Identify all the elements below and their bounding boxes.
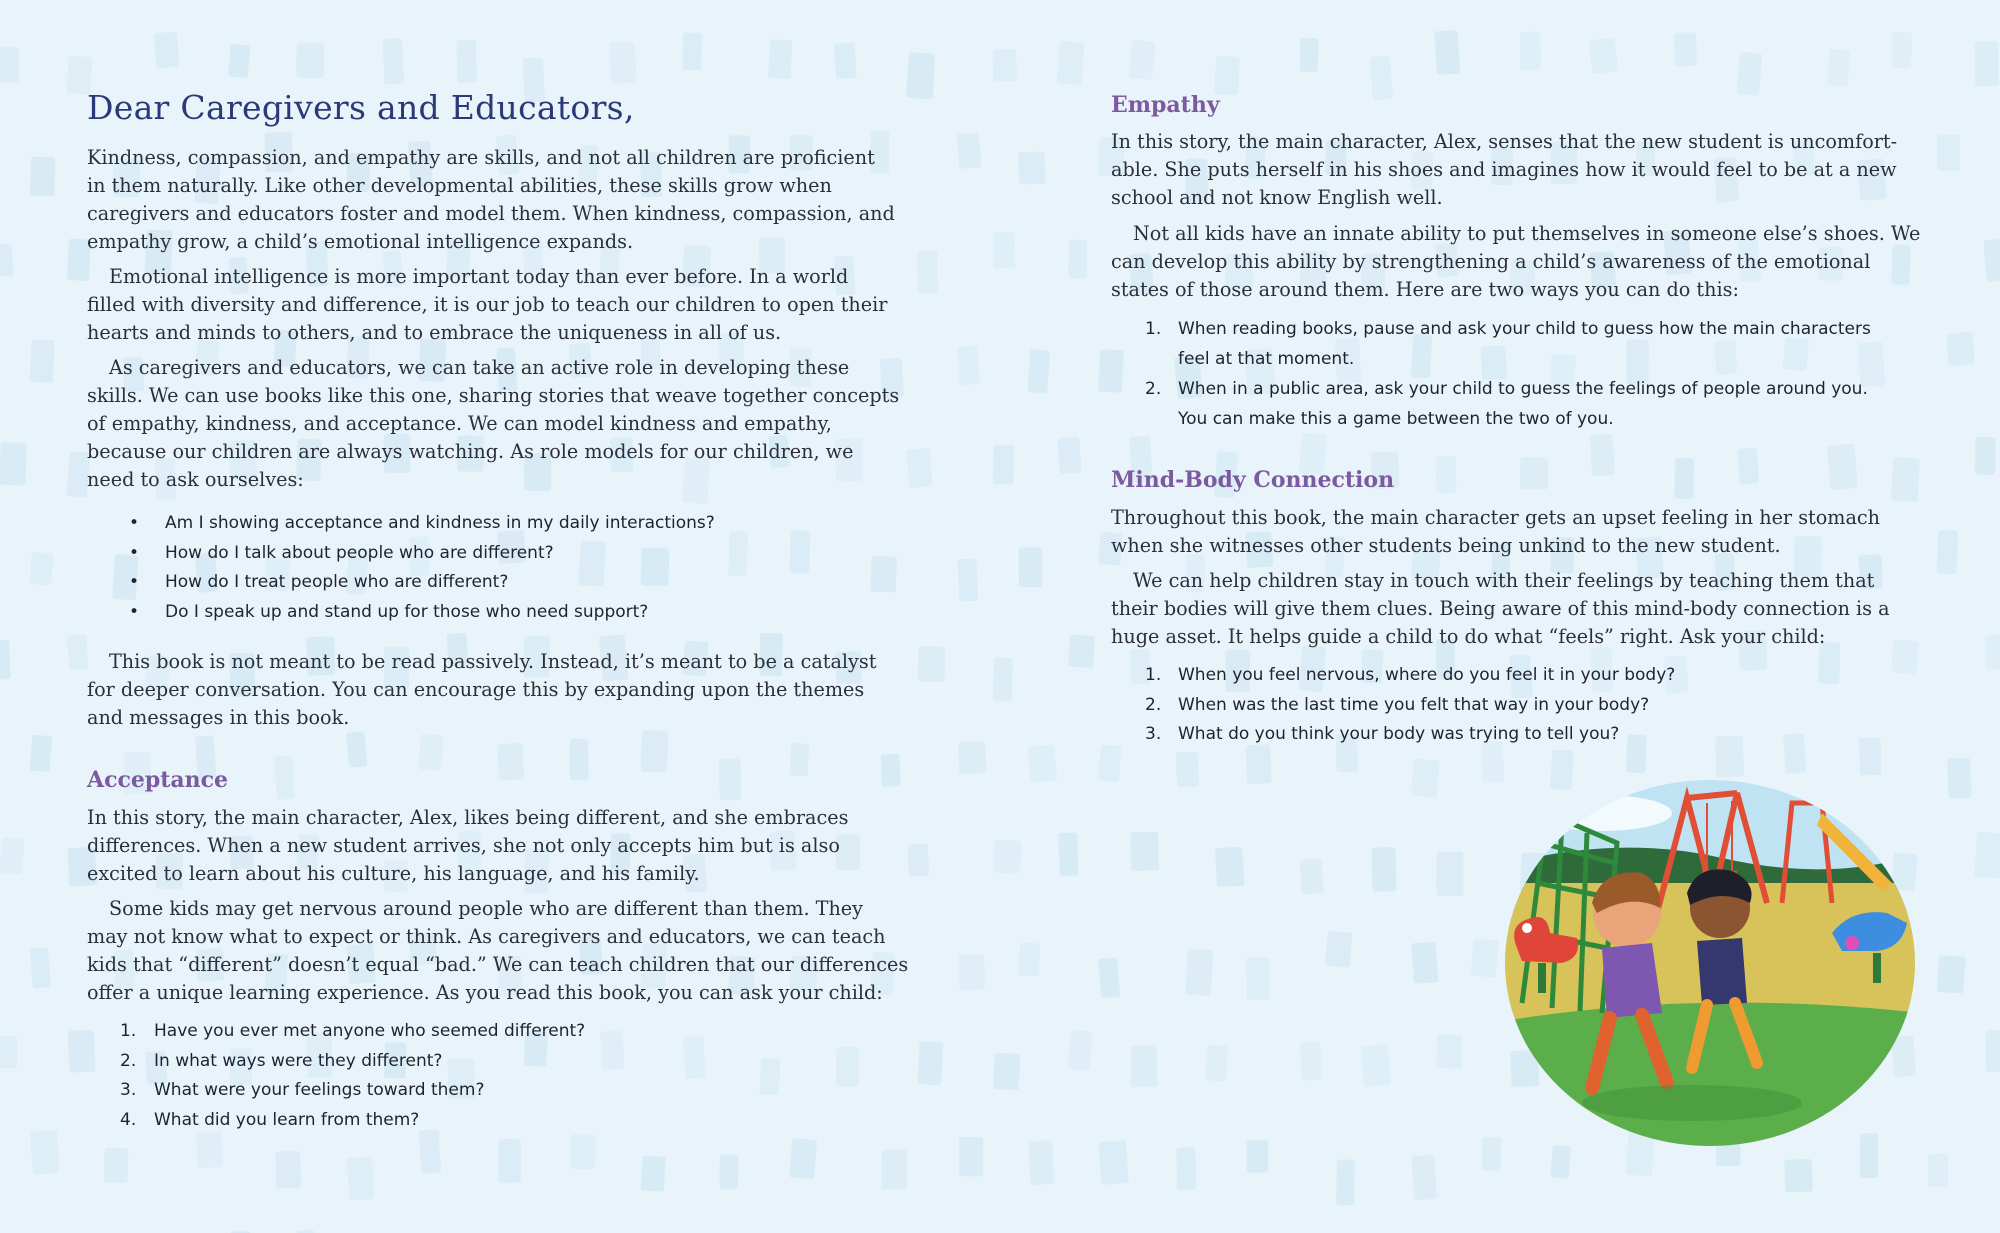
brush-dash [882, 1150, 908, 1190]
text-line: when she witnesses other students being unkind to the new student. [1111, 534, 1781, 557]
brush-dash [1325, 931, 1353, 968]
brush-dash [1737, 448, 1759, 485]
brush-dash [1098, 957, 1120, 998]
brush-dash [347, 1157, 374, 1201]
text-line: When in a public area, ask your child to guess the feelings of people around you. [1178, 379, 1868, 399]
list-item [129, 539, 715, 569]
brush-dash [1372, 847, 1397, 892]
text-line: When reading books, pause and ask your child to guess how the main characters [1178, 319, 1871, 339]
brush-dash [1891, 32, 1911, 69]
brush-dash [30, 1130, 59, 1175]
list-item-text: How do I treat people who are different? [165, 572, 509, 592]
brush-dash [1246, 957, 1270, 1000]
brush-dash [906, 52, 935, 99]
brush-dash [1057, 41, 1085, 85]
brush-dash [918, 646, 946, 682]
text-line: hearts and minds to others, and to embrace the uniqueness in all of us. [87, 321, 782, 344]
self-reflection-bullet-list [129, 509, 715, 627]
brush-dash [1029, 1140, 1055, 1185]
list-item [1145, 661, 1675, 691]
text-line: empathy grow, a child’s emotional intelligence expands. [87, 230, 634, 253]
list-item-text: What did you learn from them? [154, 1109, 420, 1130]
text-line: offer a unique learning experience. As you read this book, you can ask your child: [87, 981, 883, 1004]
brush-dash [881, 754, 901, 787]
list-item-text: Have you ever met anyone who seemed different? [154, 1021, 586, 1041]
cloud [1532, 795, 1672, 831]
brush-dash [498, 1139, 520, 1183]
brush-dash [0, 837, 25, 874]
text-line: for deeper conversation. You can encourage this by expanding upon the themes [87, 678, 865, 701]
brush-dash [600, 1030, 625, 1069]
text-line: Emotional intelligence is more important today than ever before. In a world [109, 265, 849, 288]
text-line: caregivers and educators foster and model them. When kindness, compassion, and [87, 202, 895, 225]
acceptance-heading: Acceptance [87, 767, 229, 793]
bullet-marker: • [129, 513, 140, 533]
list-item [1145, 374, 1871, 434]
brush-dash [1336, 1159, 1355, 1205]
brush-dash [1590, 434, 1615, 476]
text-line: huge asset. It helps guide a child to do what “feels” right. Ask your child: [1111, 625, 1826, 648]
brush-dash [1175, 751, 1199, 787]
text-line: We can help children stay in touch with their feelings by teaching them that [1133, 569, 1875, 592]
number-marker: 4. [120, 1109, 137, 1130]
playground-children-illustration [1492, 773, 1922, 1153]
brush-dash [834, 43, 857, 80]
brush-dash [1891, 640, 1918, 675]
brush-dash [382, 38, 404, 85]
brush-dash [0, 244, 14, 278]
brush-dash [1058, 437, 1082, 474]
text-line: in them naturally. Like other developmental abilities, these skills grow when [87, 174, 832, 197]
page-title: Dear Caregivers and Educators, [87, 88, 635, 127]
text-line: their bodies will give them clues. Being aware of this mind-body connection is a [1111, 597, 1890, 620]
brush-dash [456, 40, 477, 83]
text-line: Not all kids have an innate ability to put themselves in someone else’s shoes. We [1133, 222, 1921, 245]
brush-dash [228, 44, 250, 78]
list-item-text: When you feel nervous, where do you feel it in your body? [1178, 665, 1676, 685]
acceptance-paragraph-1 [87, 804, 848, 888]
text-line: school and not know English well. [1111, 186, 1443, 209]
number-marker: 1. [1145, 319, 1162, 339]
text-line: This book is not meant to be read passively. Instead, it’s meant to be a catalyst [109, 650, 877, 673]
brush-dash [1891, 457, 1920, 502]
brush-dash [1176, 1147, 1196, 1190]
bullet-marker: • [129, 601, 140, 622]
number-marker: 2. [1145, 694, 1162, 715]
brush-dash [1098, 349, 1123, 392]
brush-dash [906, 448, 932, 489]
empathy-heading: Empathy [1111, 92, 1220, 118]
mind-body-paragraph-1 [1111, 504, 1880, 560]
brush-dash [789, 530, 810, 573]
brush-dash [296, 43, 324, 78]
text-line: In this story, the main character, Alex, likes being different, and she embraces [87, 806, 849, 829]
text-line: Some kids may get nervous around people who are different than them. They [109, 897, 863, 920]
brush-dash [917, 251, 937, 293]
brush-dash [346, 731, 367, 768]
text-line: skills. We can use books like this one, sharing stories that weave together concepts [87, 384, 900, 407]
text-line: may not know what to expect or think. As caregivers and educators, we can teach [87, 925, 886, 948]
brush-dash [719, 1154, 738, 1189]
list-item [120, 1106, 585, 1136]
brush-dash [1068, 240, 1087, 279]
brush-dash [728, 531, 748, 577]
mind-body-paragraph-2 [1111, 567, 1890, 651]
acceptance-question-list [120, 1017, 585, 1135]
brush-dash [1068, 635, 1094, 668]
brush-dash [1434, 30, 1460, 75]
brush-dash [1129, 40, 1156, 80]
brush-dash [1589, 38, 1618, 74]
brush-dash [274, 755, 295, 800]
brush-dash [1784, 1159, 1813, 1192]
brush-dash [296, 1230, 317, 1233]
brush-dash [1411, 759, 1440, 798]
brush-dash [1520, 457, 1548, 489]
list-item-text: How do I talk about people who are different? [165, 542, 554, 563]
brush-dash [683, 1036, 706, 1079]
brush-dash [759, 1058, 780, 1095]
brush-dash [1827, 49, 1850, 87]
brush-dash [1985, 1030, 2000, 1072]
brush-dash [957, 345, 980, 385]
number-marker: 1. [1145, 665, 1162, 685]
list-item-text: Do I speak up and stand up for those who need support? [165, 601, 649, 622]
text-line: able. She puts herself in his shoes and imagines how it would feel to be at a new [1111, 158, 1897, 181]
brush-dash [1215, 847, 1245, 888]
brush-dash [1519, 31, 1541, 70]
brush-dash [993, 445, 1014, 485]
brush-dash [1019, 547, 1043, 587]
brush-dash [570, 739, 589, 781]
brush-dash [1984, 634, 2000, 670]
catalyst-paragraph [87, 648, 876, 732]
text-line: can develop this ability by strengthening a child’s awareness of the emotional [1111, 250, 1871, 273]
list-item-text [1145, 374, 1871, 434]
list-item-text [1145, 314, 1871, 374]
list-item [1145, 720, 1675, 750]
brush-dash [1411, 942, 1438, 984]
brush-dash [958, 954, 984, 990]
list-item-text: What do you think your body was trying to tell you? [1178, 724, 1620, 744]
text-line: Kindness, compassion, and empathy are skills, and not all children are proficient [87, 146, 875, 169]
text-line: need to ask ourselves: [87, 468, 304, 491]
text-line: of empathy, kindness, and acceptance. We can model kindness and empathy, [87, 412, 832, 435]
brush-dash [1674, 32, 1697, 66]
brush-dash [30, 339, 55, 383]
number-marker: 2. [120, 1050, 137, 1071]
brush-dash [959, 1137, 983, 1176]
brush-dash [1675, 458, 1695, 499]
brush-dash [1360, 1044, 1391, 1087]
brush-dash [1214, 56, 1240, 96]
brush-dash [1098, 1140, 1128, 1185]
brush-dash [154, 32, 179, 69]
brush-dash [418, 734, 444, 771]
brush-dash [1412, 1155, 1437, 1201]
brush-dash [789, 743, 809, 776]
brush-dash [641, 1155, 666, 1191]
brush-dash [993, 232, 1015, 268]
text-line: As caregivers and educators, we can take an active role in developing these [109, 356, 850, 379]
empathy-paragraph-2 [1111, 220, 1920, 304]
brush-dash [870, 556, 897, 593]
brush-dash [1369, 55, 1393, 100]
mind-body-heading: Mind-Body Connection [1111, 467, 1395, 493]
brush-dash [1018, 151, 1046, 184]
brush-dash [1974, 832, 2000, 879]
brush-dash [789, 1138, 817, 1180]
list-item-text: What were your feelings toward them? [154, 1080, 485, 1100]
list-item-text: When was the last time you felt that way in your body? [1178, 694, 1650, 715]
brush-dash [1737, 52, 1763, 96]
brush-dash [0, 442, 27, 486]
brush-dash [1859, 737, 1882, 775]
brush-dash [30, 552, 53, 586]
list-item [129, 568, 715, 598]
brush-dash [1019, 943, 1040, 976]
text-line: because our children are always watching. As role models for our children, we [87, 440, 854, 463]
shadow [1582, 1085, 1802, 1121]
list-item [120, 1047, 585, 1077]
brush-dash [1299, 858, 1324, 894]
number-marker: 1. [120, 1021, 137, 1041]
number-marker: 3. [120, 1080, 137, 1100]
brush-dash [497, 743, 524, 780]
brush-dash [275, 1151, 301, 1189]
list-item [120, 1076, 585, 1106]
brush-dash [1205, 1045, 1228, 1082]
brush-dash [1300, 1041, 1323, 1080]
empathy-ways-list [1145, 314, 1871, 434]
text-line: In this story, the main character, Alex, senses that the new student is uncomfort- [1111, 130, 1898, 153]
brush-dash [1937, 530, 1958, 574]
brush-dash [196, 1131, 223, 1168]
brush-dash [30, 947, 51, 988]
brush-dash [1928, 1154, 1948, 1188]
brush-dash [641, 730, 669, 772]
list-item-text: In what ways were they different? [154, 1050, 443, 1071]
brush-dash [1068, 1030, 1093, 1071]
brush-dash [958, 741, 986, 774]
acceptance-paragraph-2 [87, 895, 908, 1007]
bullet-marker: • [129, 542, 140, 563]
brush-dash [993, 1052, 1021, 1090]
number-marker: 3. [1145, 724, 1162, 744]
text-line: excited to learn about his culture, his language, and his family. [87, 862, 700, 885]
brush-dash [1827, 444, 1858, 490]
text-line: feel at that moment. [1178, 349, 1355, 369]
list-item [1145, 314, 1871, 374]
brush-dash [907, 844, 929, 877]
brush-dash [30, 735, 53, 772]
brush-dash [1130, 832, 1159, 871]
brush-dash [419, 1129, 442, 1173]
brush-dash [1185, 949, 1213, 996]
brush-dash [1974, 41, 1998, 86]
text-line: differences. When a new student arrives, she not only accepts him but is also [87, 834, 840, 857]
brush-dash [1245, 744, 1271, 784]
brush-dash [836, 1047, 859, 1087]
brush-dash [1058, 833, 1078, 876]
brush-dash [570, 1134, 596, 1169]
emotional-intelligence-paragraph [87, 263, 887, 347]
brush-dash [957, 132, 982, 169]
brush-dash [30, 157, 56, 197]
brush-dash [1131, 1045, 1157, 1088]
text-line: filled with diversity and difference, it is our job to teach our children to open their [87, 293, 888, 316]
text-line: and messages in this book. [87, 706, 350, 729]
brush-dash [993, 840, 1022, 874]
brush-dash [683, 32, 702, 70]
brush-dash [1975, 437, 1996, 475]
brush-dash [1983, 238, 2000, 281]
brush-dash [993, 657, 1013, 701]
brush-dash [1299, 38, 1318, 73]
mind-body-question-list [1145, 661, 1675, 750]
text-line: Throughout this book, the main character gets an upset feeling in her stomach [1111, 506, 1881, 529]
list-item [129, 509, 715, 539]
brush-dash [1436, 1034, 1462, 1068]
text-line: states of those around them. Here are two ways you can do this: [1111, 278, 1739, 301]
brush-dash [0, 47, 19, 82]
bullet-marker: • [129, 572, 140, 592]
number-marker: 2. [1145, 379, 1162, 399]
brush-dash [68, 1030, 96, 1073]
empathy-paragraph-1 [1111, 128, 1897, 212]
brush-dash [1937, 135, 1960, 171]
list-item-text: Am I showing acceptance and kindness in my daily interactions? [165, 513, 715, 533]
brush-dash [1937, 955, 1966, 994]
brush-dash [1027, 349, 1050, 393]
brush-dash [993, 49, 1017, 82]
brush-dash [1783, 733, 1806, 774]
list-item [129, 598, 715, 628]
list-item [120, 1017, 585, 1047]
brush-dash [1946, 332, 1974, 367]
text-line: You can make this a game between the two of you. [1178, 409, 1614, 429]
brush-dash [1098, 745, 1121, 782]
text-line: kids that “different” doesn’t equal “bad.” We can teach children that our differences [87, 953, 909, 976]
role-models-paragraph [87, 354, 899, 494]
brush-dash [1715, 736, 1744, 778]
brush-dash [1436, 852, 1463, 896]
brush-dash [1246, 1140, 1268, 1173]
intro-paragraph [87, 144, 895, 256]
brush-dash [0, 640, 11, 680]
brush-dash [1028, 744, 1058, 782]
brush-dash [768, 39, 793, 79]
brush-dash [719, 758, 742, 800]
brush-dash [917, 1041, 943, 1085]
brush-dash [1435, 456, 1456, 493]
brush-dash [1947, 758, 1972, 799]
brush-dash [957, 558, 978, 601]
brush-dash [609, 41, 637, 83]
brush-dash [67, 634, 89, 670]
list-item [1145, 691, 1675, 721]
brush-dash [0, 1036, 17, 1069]
brush-dash [104, 1148, 129, 1184]
